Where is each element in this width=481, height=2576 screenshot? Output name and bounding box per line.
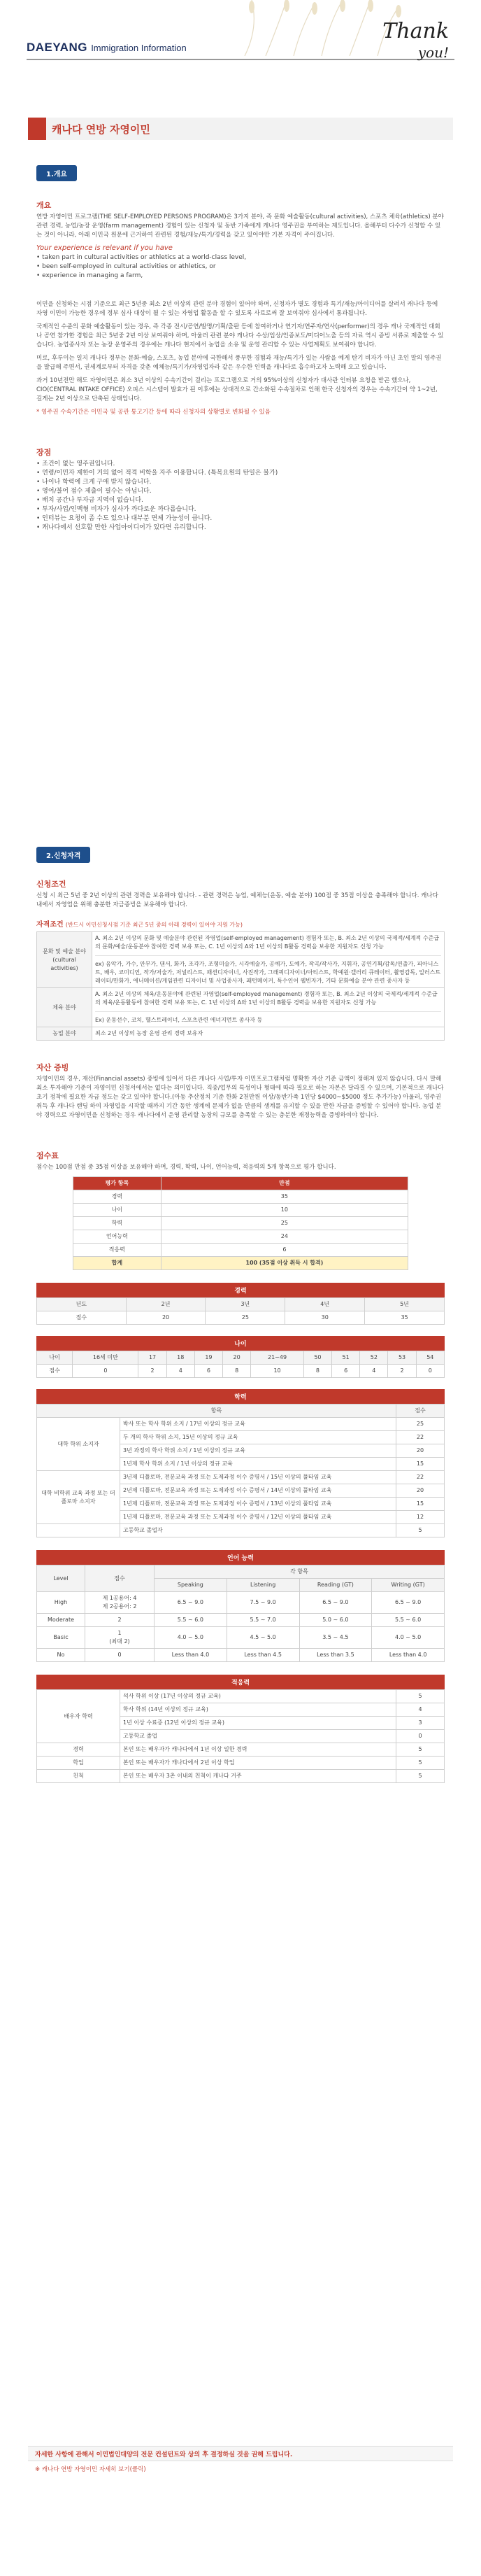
header-banner — [0, 0, 481, 78]
list-item: • 인터뷰는 요청이 좀 수도 있으나 대부분 면제 가능성이 큽니다. — [36, 515, 213, 522]
experience-table-title: 경력 — [36, 1283, 445, 1297]
list-item: • 나이나 학력에 크게 구애 받지 않습니다. — [36, 479, 152, 486]
table-row: 학업 본인 또는 배우자가 캐나다에서 2년 이상 학업 5 — [37, 1757, 445, 1770]
table-row: 점수 0 2 4 6 8 10 8 6 4 2 0 — [37, 1365, 445, 1378]
overview-paragraph: 과거 10년전만 해도 자영이민은 최소 3년 이상의 수속기간이 걸리는 프로그램으로 거의 95%이상의 신청자가 대사관 인터뷰 요청을 받곤 했으나, CIO(CENTRAL INTAKE OFFICE) 오피스 시스템이 발효가 된 이후에는 상대적으로 간소화된 수속절차로 인해 한국 신청자의 경우는 수속기간이 약 1~2년, 길게는 2년 이상으로 단축된 상태입니다. — [36, 377, 438, 402]
table-row: 1년제 학사 학위 소지 / 1년 이상의 정규 교육 15 — [37, 1458, 445, 1471]
score-summary-table: 평가 항목 만점 경력 35 나이 10 학력 25 언어능력 24 적응력 6 합계 100 (35점 이상 취득 시 합격) — [73, 1176, 408, 1270]
experience-table — [36, 1297, 445, 1325]
table-row: Level 점수 각 항목 — [37, 1565, 445, 1579]
merit-heading: 장점 — [36, 448, 52, 457]
education-table — [36, 1404, 445, 1537]
table-row: 고등학교 졸업자 5 — [37, 1524, 445, 1537]
table-row: 문화 및 예술 분야 (cultural activities) A. 최소 2년 이상의 문화 및 예술분야 관련된 자영업(self-employed management) 경험자 또는, B. 최소 2년 이상의 국제적/세계적 수준급의 문화/예술/운동분야 참여한 경력 보유 또는, C. 1년 이상의 A와 1년 이상의 B활동 경력을 보유한 지원자도 신청 가능 ex) 음악가, 가수, 안무가, 댄서, 화가, 조각가, 조형미술가, 시각예술가, 공예가, 도예가, 작곡/작사가, 지휘자, 공연기획/감독/연출가, 피아니스트, 배우, 코미디언, 작가/저술가, 저널리스트, 패션디자이너, 사진작가, 그래픽디자이너/아티스트, 학예원·갤러리 큐레이터, 촬영감독, 일러스트레이터/만화가, 애니메이션/게임관련 디자이너 및 사업종사자, 패턴메이커, 특수인어 웰빈자가, 기타 문화예술 분야 관련 종사자 등 — [37, 932, 445, 988]
table-row: 배우자 학력 석사 학위 이상 (17년 이상의 정규 교육) 5 — [37, 1690, 445, 1703]
score-heading: 점수표 — [36, 1151, 59, 1160]
table-row: 1년제 디플로마, 전문교육 과정 또는 도제과정 이수 증명서 / 12년 이상의 풀타임 교육 12 — [37, 1511, 445, 1524]
details-link[interactable]: ※ 캐나다 연방 자영이민 자세히 보기(클릭) — [35, 2466, 146, 2473]
funds-paragraph: 자영이민의 경우, 재산(Financial assets) 증빙에 있어서 다른 캐나다 사업/투자 이민프로그램처럼 명확한 자산 기준 금액이 정해져 있지 않습니다. 다시 말해 최소 투자해야 기준이 자영이민 신청서에서는 없다는 의미입니다. 직종/업무의 특성이나 형태에 따라 필요로 하는 자본은 달라질 수 있으며, 기본적으로 캐나다 초기 정착에 필요한 자금 정도는 갖고 있어야 합니다.(아동 추산정치 기준 한화 2천만원 이상/동반가족 1인당 $4000~$5000 정도 추가가능) 아울러, 영주권 취득 후 캐나다 랜딩 하여 자영업을 시작할 때까지 기간 동안 생계에 문제가 없을 만큼의 생계를 유지할 수 있을 만한 자금을 증빙할 수 있어야 합니다. 농업 분야 경력으로 자영이민을 신청하는 경우 캐나다에서 운영 관리할 농장의 규모를 충족할 수 있는 충분한 재정능력을 증빙하여야 합니다. — [36, 1076, 444, 1119]
table-row: 년도 2년 3년 4년 5년 — [37, 1298, 445, 1311]
table-row: 1년 이상 수료증 (12년 이상의 정규 교육) 3 — [37, 1717, 445, 1730]
list-item: • 연령/이민자 제한이 거의 없어 적격 비학을 자주 이용합니다. (특목요원의 탄일은 불가) — [36, 470, 278, 477]
plant-illustration — [231, 0, 405, 56]
language-table — [36, 1565, 445, 1662]
section-requirements — [36, 847, 445, 1783]
overview-heading: 개요 — [36, 201, 52, 210]
table-row: 체육 분야 A. 최소 2년 이상의 체육/운동분야에 관련된 자영업(self-employed management) 경험자 또는, B. 최소 2년 이상의 국제적/세계적 수준급의 체육/운동활동에 참여한 경력 보유 또는, C. 1년 이상의 A와 1년 이상의 B활동 경력을 보유한 지원자도 신청 가능 Ex) 운동선수, 코치, 헬스트레이너, 스포츠관련 에너지먼트 종사자 등 — [37, 988, 445, 1027]
table-row: 두 개의 학사 학위 소지, 15년 이상의 정규 교육 22 — [37, 1431, 445, 1444]
table-row: 경력 본인 또는 배우자가 캐나다에서 1년 이상 일한 경력 5 — [37, 1743, 445, 1757]
table-row: 적응력 6 — [73, 1244, 408, 1257]
table-row: 나이 10 — [73, 1204, 408, 1217]
table-row: High 제 1공용어: 4 제 2공용어: 2 6.5 ~ 9.0 7.5 ~ 9.0 6.5 ~ 9.0 6.5 ~ 9.0 — [37, 1592, 445, 1614]
table-row: 대학 비학위 교육 과정 또는 더플로마 소지자 3년제 디플로마, 전문교육 과정 또는 도제과정 이수 증명서 / 15년 이상의 풀타임 교육 22 — [37, 1471, 445, 1484]
list-item: • experience in managing a farm, — [36, 272, 143, 279]
overview-paragraph: 연방 자영이민 프로그램(THE SELF-EMPLOYED PERSONS PROGRAM)은 3가지 분야, 즉 문화 예술활동(cultural activities), 스포츠 체육(athletics) 분야 관련 경력, 농업/농장 운영(farm management) 경험이 있는 신청자 및 동반 가족에게 캐나다 영주권을 부여하는 제도입니다. 올해부터 다수가 신청할 수 있는 것이 아니라, 아래 이민국 원문에 근거하여 관련된 경험/재능/특기/경력을 갖고 있어야만 기본 자격이 주어집니다. — [36, 213, 444, 239]
qualification-title-row: 자격조건 (반드시 이민신청시점 기준 최근 5년 중의 아래 경력이 있어야 지원 가능) — [36, 921, 243, 929]
table-row: No 0 Less than 4.0 Less than 4.5 Less than 3.5 Less than 4.0 — [37, 1649, 445, 1662]
table-row: Basic 1 (최대 2) 4.0 ~ 5.0 4.5 ~ 5.0 3.5 ~ 4.5 4.0 ~ 5.0 — [37, 1627, 445, 1649]
processing-note: * 영주권 수속기간은 이민국 및 공관 통고기간 등에 따라 신청자의 상황별로 변화될 수 있음 — [36, 409, 271, 416]
relevant-list — [36, 253, 445, 281]
relevant-title: Your experience is relevant if you have — [36, 244, 173, 252]
section-overview — [36, 165, 445, 538]
table-row: 대학 학위 소지자 박사 또는 학사 학위 소지 / 17년 이상의 정규 교육 25 — [37, 1418, 445, 1431]
list-item: • 배치 공간나 투자금 지역이 없습니다. — [36, 497, 143, 504]
score-paragraph: 점수는 100점 만점 중 35점 이상을 보유해야 하며, 경력, 학력, 나이, 언어능력, 적응력의 5개 항목으로 평가 합니다. — [36, 1164, 336, 1171]
table-row: Speaking Listening Reading (GT) Writing (GT) — [37, 1579, 445, 1592]
list-item: • taken part in cultural activities or athletics at a world-class level, — [36, 254, 247, 261]
list-item: • 캐나다에서 선호할 만한 사업아이디어가 있다면 유리합니다. — [36, 524, 206, 531]
table-row: 1년제 디플로마, 전문교육 과정 또는 도제과정 이수 증명서 / 13년 이상의 풀타임 교육 15 — [37, 1498, 445, 1511]
table-row: 점수 20 25 30 35 — [37, 1311, 445, 1325]
overview-paragraph: 미로, 후루이는 일지 캐나다 정부는 문화·예술, 스포츠, 농업 분야에 국한해서 풍부한 경험과 재능/특기가 있는 사람을 예게 탄기 비자가 아닌 초인 말의 영주권을 발급해 주면서, 권세계로부터 자격을 갖춘 예체능/특기가/자영업자라 같은 우수한 인력을 캐나다로 흡수하고자 노력해 오고 있습니다. — [36, 355, 442, 371]
funds-heading: 자산 증빙 — [36, 1063, 69, 1072]
list-item: • 영어/불어 점수 제출이 필수는 아닙니다. — [36, 488, 152, 495]
adaptability-table — [36, 1689, 445, 1783]
table-row: 농업 분야 최소 2년 이상의 농장 운영 관리 경력 보유자 — [37, 1027, 445, 1041]
page-title: 캐나다 연방 자영이민 — [28, 118, 453, 140]
requirements-heading: 신청조건 — [36, 880, 66, 889]
qualification-table — [36, 931, 445, 1041]
thank-you-text: Thank you! — [382, 19, 449, 61]
brand-logo: DAEYANG Immigration Information — [27, 41, 187, 54]
overview-paragraph: 이민을 신청하는 시점 기준으로 최근 5년중 최소 2년 이상의 관련 분야 경험이 있어야 하며, 신청자가 별도 경험과 특기/재능/아이디어를 살려서 캐나다 등에 자영 이민이 가능한 경우에 정부 심사 대상이 될 수 있는 자영업 활동을 할 수 있도록 사료로써 잘 보여줘야 심사에서 통과됩니다. — [36, 301, 438, 317]
table-row: 친척 본인 또는 배우자 3촌 이내의 친척이 캐나다 거주 5 — [37, 1770, 445, 1783]
age-table — [36, 1351, 445, 1378]
adaptability-table-title: 적응력 — [36, 1675, 445, 1689]
table-row: 2년제 디플로마, 전문교육 과정 또는 도제과정 이수 증명서 / 14년 이상의 풀타임 교육 20 — [37, 1484, 445, 1498]
section-tab-requirements: 2.신청자격 — [36, 847, 90, 863]
table-row: Moderate 2 5.5 ~ 6.0 5.5 ~ 7.0 5.0 ~ 6.0 5.5 ~ 6.0 — [37, 1614, 445, 1627]
requirements-paragraph: 신청 시 최근 5년 중 2년 이상의 관련 경력을 보유해야 합니다. - 관련 경력은 농업, 예체능(운동, 예술 분야) 100점 중 35점 이상을 충족해야 합니다. 캐나다 내에서 자영업을 위해 충분한 자금증빙을 보유해야 합니다. — [36, 892, 438, 908]
consult-banner: 자세한 사항에 관해서 이민법인대양의 전문 컨설턴트와 상의 후 결정하실 것을 권해 드립니다. — [28, 2446, 453, 2461]
age-table-title: 나이 — [36, 1336, 445, 1351]
table-row: 나이 16세 미만 17 18 19 20 21~49 50 51 52 53 54 — [37, 1351, 445, 1365]
list-item: • 조건이 없는 영주권입니다. — [36, 460, 115, 467]
table-row: 언어능력 24 — [73, 1230, 408, 1244]
section-tab-overview: 1.개요 — [36, 165, 77, 181]
list-item: • been self-employed in cultural activities or athletics, or — [36, 263, 216, 270]
table-row: 항목 점수 — [37, 1405, 445, 1418]
merit-list — [36, 460, 445, 533]
language-table-title: 언어 능력 — [36, 1550, 445, 1565]
table-row: 경력 35 — [73, 1190, 408, 1204]
table-total-row: 합계 100 (35점 이상 취득 시 합격) — [73, 1257, 408, 1270]
overview-paragraph: 국제적인 수준의 문화 예술활동이 있는 경우, 즉 각종 전시/공연/발명/기획/출판 등에 참여하거나 연기자/연주자/연사(performer)의 경우 캐나 국제적인 대회나 공연 참가한 경험을 최근 5년중 2년 이상 보여줘야 하며, 아울러 관련 분야 캐나다 수상/입상/인증보도/미디어노출 등의 자료 역시 증빙 서류로 제출할 수 있습니다. 농업종사자 또는 농장 운영주의 경우에는 캐나다 현지에서 농업을 소유 및 운영 관리할 수 있는 사업계획도 보여줘야 합니다. — [36, 323, 444, 349]
table-row: 학사 학위 (14년 이상의 정규 교육) 4 — [37, 1703, 445, 1717]
education-table-title: 학력 — [36, 1389, 445, 1404]
table-row: 3년 과정의 학사 학위 소지 / 1년 이상의 정규 교육 20 — [37, 1444, 445, 1458]
list-item: • 투자/사업/인맥형 비자가 심사가 까다로운 까다롭습니다. — [36, 506, 196, 513]
table-row: 고등학교 졸업 0 — [37, 1730, 445, 1743]
table-row: 학력 25 — [73, 1217, 408, 1230]
